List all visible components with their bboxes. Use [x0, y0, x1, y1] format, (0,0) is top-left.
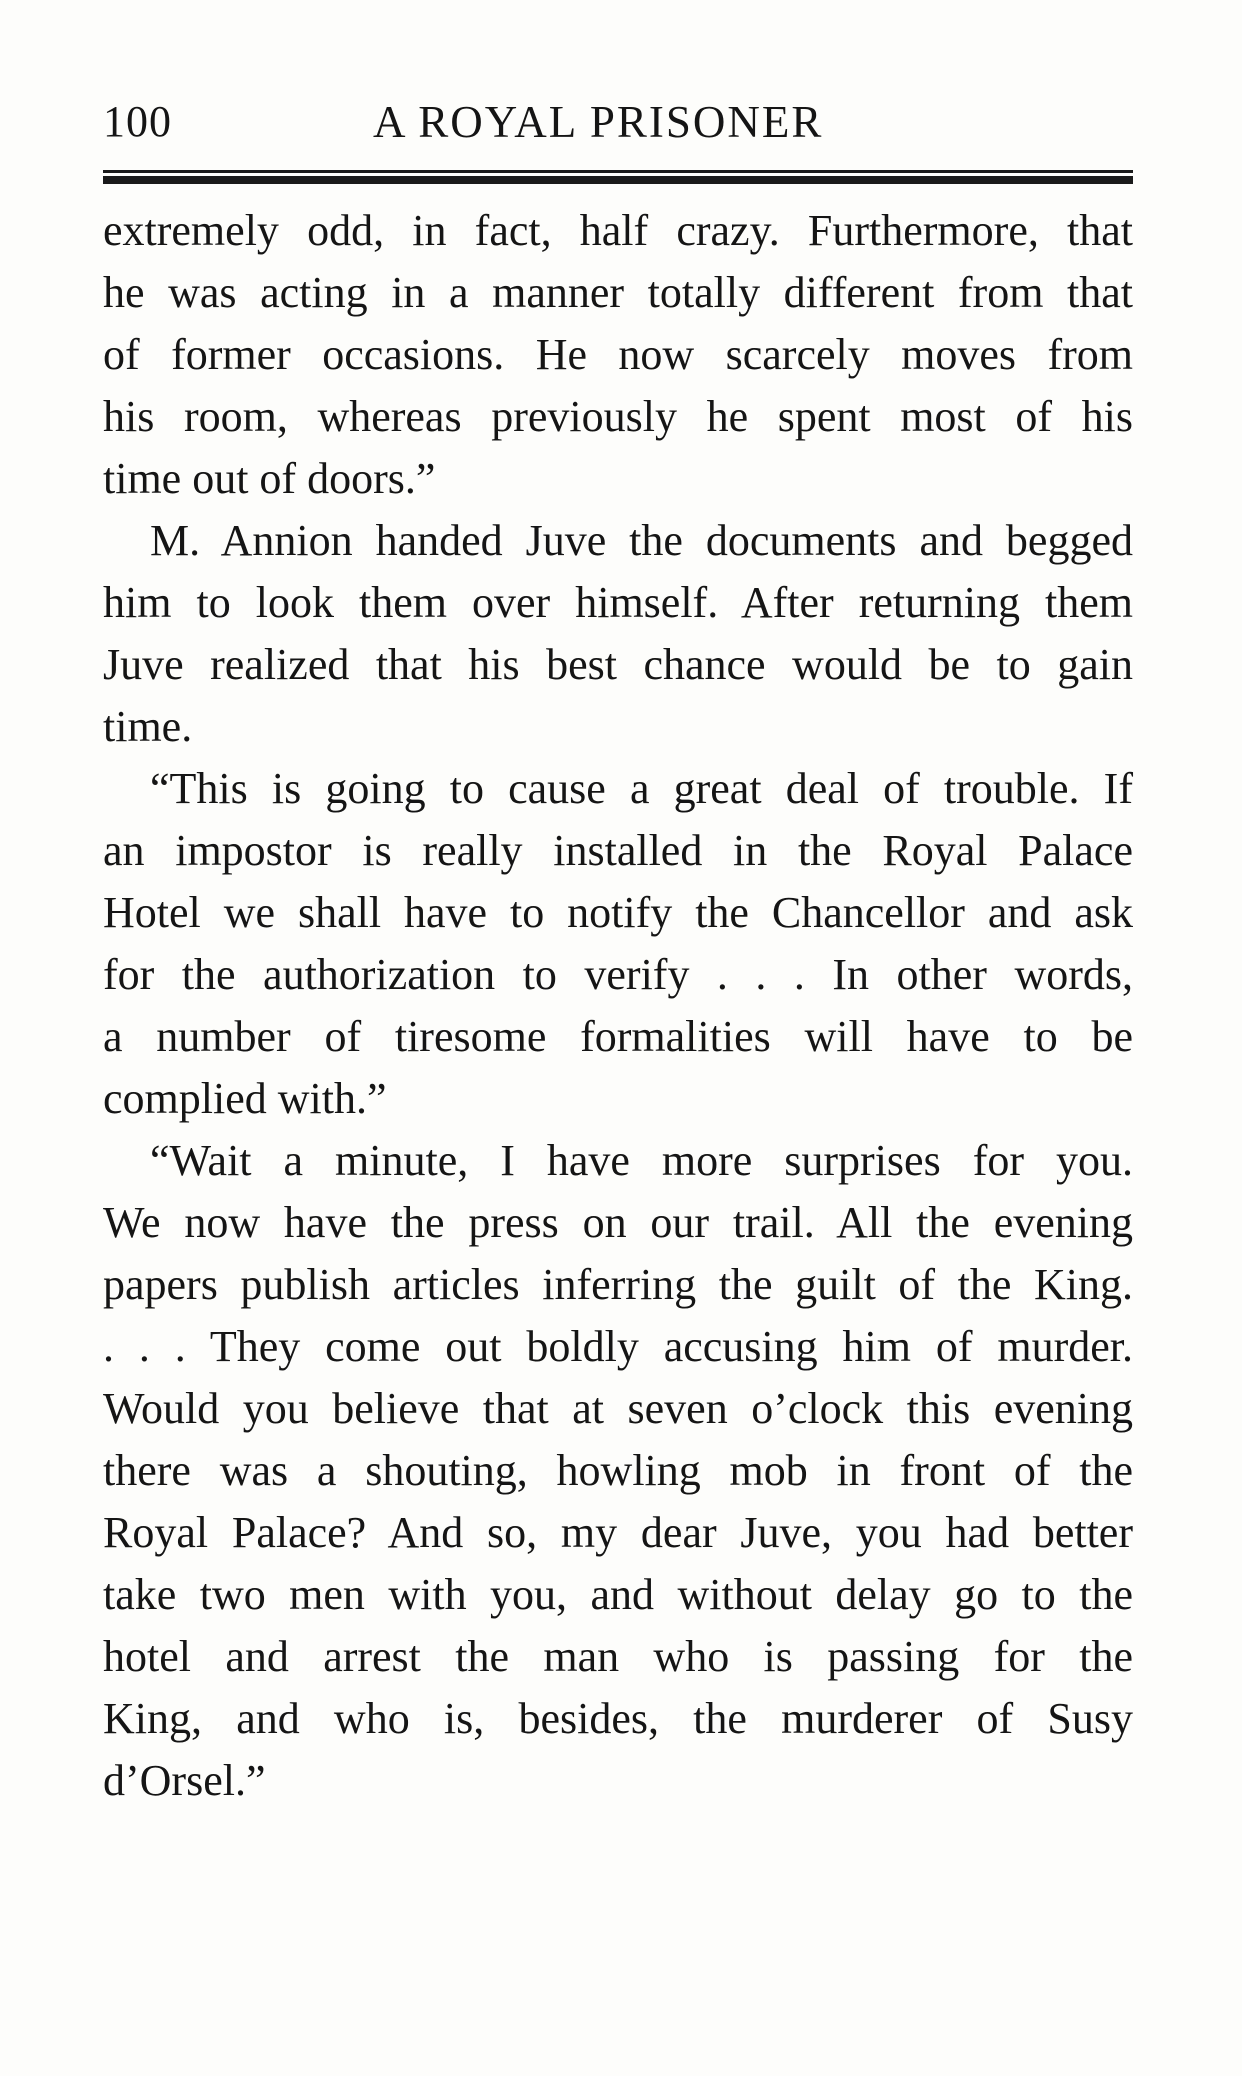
text-line: he was acting in a manner totally different from that [103, 268, 1133, 317]
text-line: his room, whereas previously he spent most of his [103, 392, 1133, 441]
text-line: of former occasions. He now scarcely moves from [103, 330, 1133, 379]
text-line: time. [103, 702, 193, 751]
text-line: “This is going to cause a great deal of trouble. If [150, 764, 1133, 813]
text-line: a number of tiresome formalities will have to be [103, 1012, 1133, 1061]
text-line: Hotel we shall have to notify the Chancellor and ask [103, 888, 1133, 937]
text-line: for the authorization to verify . . . In other words, [103, 950, 1133, 999]
header-rule-thick [103, 176, 1133, 184]
text-line: there was a shouting, howling mob in front of the [103, 1446, 1133, 1495]
text-line: take two men with you, and without delay go to the [103, 1570, 1133, 1619]
running-title: A ROYAL PRISONER [373, 97, 824, 147]
text-line: extremely odd, in fact, half crazy. Furthermore, that [103, 206, 1133, 255]
text-line: d’Orsel.” [103, 1756, 266, 1805]
text-line: an impostor is really installed in the Royal Palace [103, 826, 1133, 875]
text-line: papers publish articles inferring the guilt of the King. [103, 1260, 1133, 1309]
page-header [103, 96, 1133, 156]
text-line: him to look them over himself. After returning them [103, 578, 1133, 627]
text-line: King, and who is, besides, the murderer of Susy [103, 1694, 1133, 1743]
text-line: hotel and arrest the man who is passing for the [103, 1632, 1133, 1681]
text-line: time out of doors.” [103, 454, 436, 503]
text-line: Juve realized that his best chance would be to gain [103, 640, 1133, 689]
text-line: complied with.” [103, 1074, 387, 1123]
text-line: M. Annion handed Juve the documents and begged [150, 516, 1133, 565]
text-line: “Wait a minute, I have more surprises for you. [150, 1136, 1133, 1185]
body-text [103, 200, 1133, 1812]
text-line: We now have the press on our trail. All the evening [103, 1198, 1133, 1247]
text-line: Royal Palace? And so, my dear Juve, you had better [103, 1508, 1133, 1557]
text-line: . . . They come out boldly accusing him of murder. [103, 1322, 1133, 1371]
text-line: Would you believe that at seven o’clock this evening [103, 1384, 1133, 1433]
page-number: 100 [103, 97, 172, 146]
header-rule [103, 170, 1133, 184]
header-rule-thin [103, 170, 1133, 173]
